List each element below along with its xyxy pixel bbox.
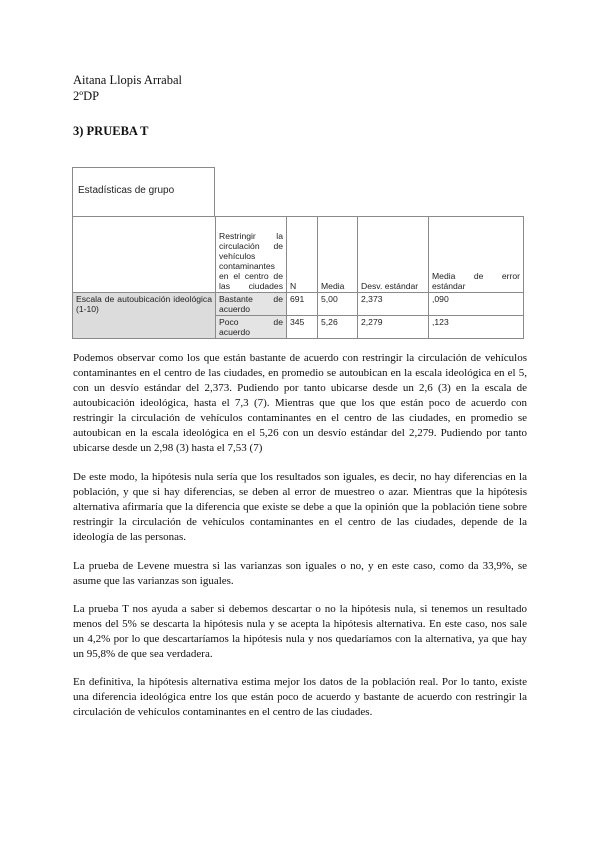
cell-sd: 2,279	[358, 316, 429, 339]
table-title: Estadísticas de grupo	[78, 185, 175, 196]
group-label: 2ºDP	[73, 89, 100, 103]
section-title: 3) PRUEBA T	[73, 124, 149, 138]
header-se: Media de error estándar	[429, 217, 524, 293]
paragraph-t-test: La prueba T nos ayuda a saber si debemos descartar o no la hipótesis nula, si tenemos un resultado menos del 5% se descarta la hipótesis nula y se acepta la hipótesis alternativa. En este caso, nos sale un 4,2% por lo que descartaríamos la hipótesis nula y nos quedaríamos con la alternativa, ya que hay un 95,8% de que sea verdadera.	[73, 603, 527, 660]
paragraph-interpretation: Podemos observar como los que están bastante de acuerdo con restringir la circulación de vehículos contaminantes en el centro de las ciudades, en promedio se autoubican en la escala ideológica en el 5, con un desvío estándar del 2,373. Pudiendo por tanto ubicarse desde un 2,6 (3) en la escala de autoubicación ideológica, hasta el 7,3 (7). Mientras que que los que están poco de acuerdo con restringir la circulación de vehículos contaminantes en el centro de las ciudades, en promedio se autoubican en la escala ideológica en el 5,26 con un desvío estándar del 2,279. Pudiendo por tanto ubicarse desde un 2,98 (3) hasta el 7,53 (7)	[73, 352, 527, 454]
cell-sd: 2,373	[358, 293, 429, 316]
cell-mean: 5,26	[318, 316, 358, 339]
paragraph-levene: La prueba de Levene muestra si las varianzas son iguales o no, y en este caso, como da 33,9%, se asume que las varianzas son iguales.	[73, 560, 527, 587]
cell-se: ,123	[429, 316, 524, 339]
header-n: N	[287, 217, 318, 293]
author-name: Aitana Llopis Arrabal	[73, 73, 182, 87]
cell-mean: 5,00	[318, 293, 358, 316]
cell-se: ,090	[429, 293, 524, 316]
header-mean: Media	[318, 217, 358, 293]
paragraph-hypothesis: De este modo, la hipótesis nula sería que los resultados son iguales, es decir, no hay diferencias en la población, y que si hay diferencias, se deben al error de muestreo o azar. Mientras que la hipótesis alternativa afirmaría que la diferencia que existe se debe a que la opinión que la población tiene sobre restringir la circulación de vehículos contaminantes en el centro de las ciudades, depende de la ideología de las personas.	[73, 471, 527, 543]
group-statistics-table	[72, 216, 524, 339]
row-group-name: Poco de acuerdo	[216, 316, 287, 339]
table-header-row	[73, 217, 524, 293]
header-sd: Desv. estándar	[358, 217, 429, 293]
cell-n: 345	[287, 316, 318, 339]
row-label-scale: Escala de autoubicación ideológica (1-10)	[73, 293, 216, 339]
header-group-variable: Restringir la circulación de vehículos contaminantes en el centro de las ciudades	[216, 217, 287, 293]
row-group-name: Bastante de acuerdo	[216, 293, 287, 316]
paragraph-conclusion: En definitiva, la hipótesis alternativa estima mejor los datos de la población real. Por lo tanto, existe una diferencia ideológica entre los que están poco de acuerdo y bastante de acuerdo con restringir la circulación de vehículos contaminantes en el centro de las ciudades.	[73, 676, 527, 718]
cell-n: 691	[287, 293, 318, 316]
table-row	[73, 293, 524, 316]
header-empty-cell	[73, 217, 216, 293]
